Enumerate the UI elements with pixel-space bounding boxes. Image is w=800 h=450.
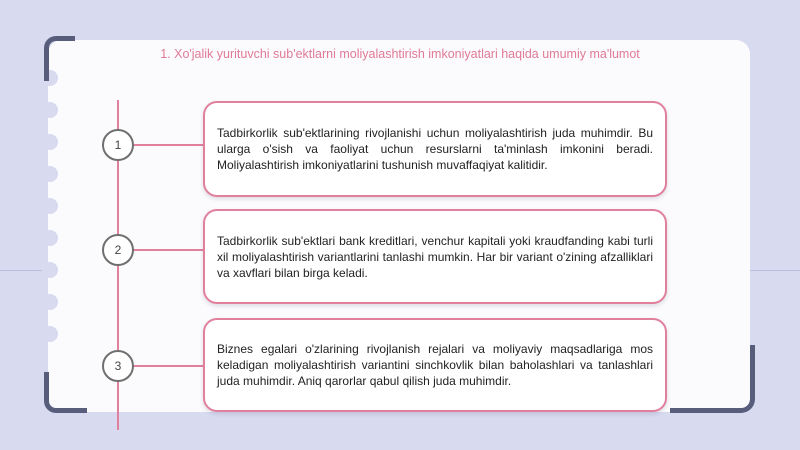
step-number-3: 3 [102, 350, 134, 382]
connector-2 [132, 249, 204, 251]
card-notch [42, 230, 58, 246]
card-notch [42, 134, 58, 150]
card-notch [42, 262, 58, 278]
content-box-3 [203, 318, 667, 412]
content-text-3: Biznes egalari o'zlarining rivojlanish rejalari va moliyaviy maqsadlariga mos keladigan moliyalashtirish variantini sinchkovlik bilan baholashlari va tanlashlari juda muhimdir. Aniq qarorlar qabul qilish juda muhimdir. [217, 342, 653, 388]
card-notch [42, 198, 58, 214]
step-number-1: 1 [102, 129, 134, 161]
content-text-1: Tadbirkorlik sub'ektlarining rivojlanishi uchun moliyalashtirish juda muhimdir. Bu ularga o'sish va faoliyat uchun resurslarni ta'minlash imkonini beradi. Moliyalashtirish imkoniyatlarini tushunish muvaffaqiyat kalitidir. [217, 126, 653, 172]
step-number-2: 2 [102, 234, 134, 266]
card-notch [42, 102, 58, 118]
connector-1 [132, 144, 204, 146]
content-box-1 [203, 101, 667, 197]
content-box-2 [203, 209, 667, 304]
card-notch [42, 166, 58, 182]
content-text-2: Tadbirkorlik sub'ektlari bank kreditlari, venchur kapitali yoki kraudfanding kabi turli xil moliyalashtirish variantlarini tanlashi mumkin. Har bir variant o'zining afzalliklari va xavflari bilan birga keladi. [217, 233, 653, 280]
card-notch [42, 294, 58, 310]
frame-bracket-top-left [44, 36, 75, 81]
connector-3 [132, 365, 204, 367]
frame-bracket-bottom-right [670, 345, 755, 413]
frame-bracket-bottom-left [44, 372, 87, 413]
card-notch [42, 326, 58, 342]
slide-title: 1. Xo'jalik yurituvchi sub'ektlarni moliyalashtirish imkoniyatlari haqida umumiy ma'lumot [160, 47, 640, 61]
guide-line-right [748, 270, 800, 271]
